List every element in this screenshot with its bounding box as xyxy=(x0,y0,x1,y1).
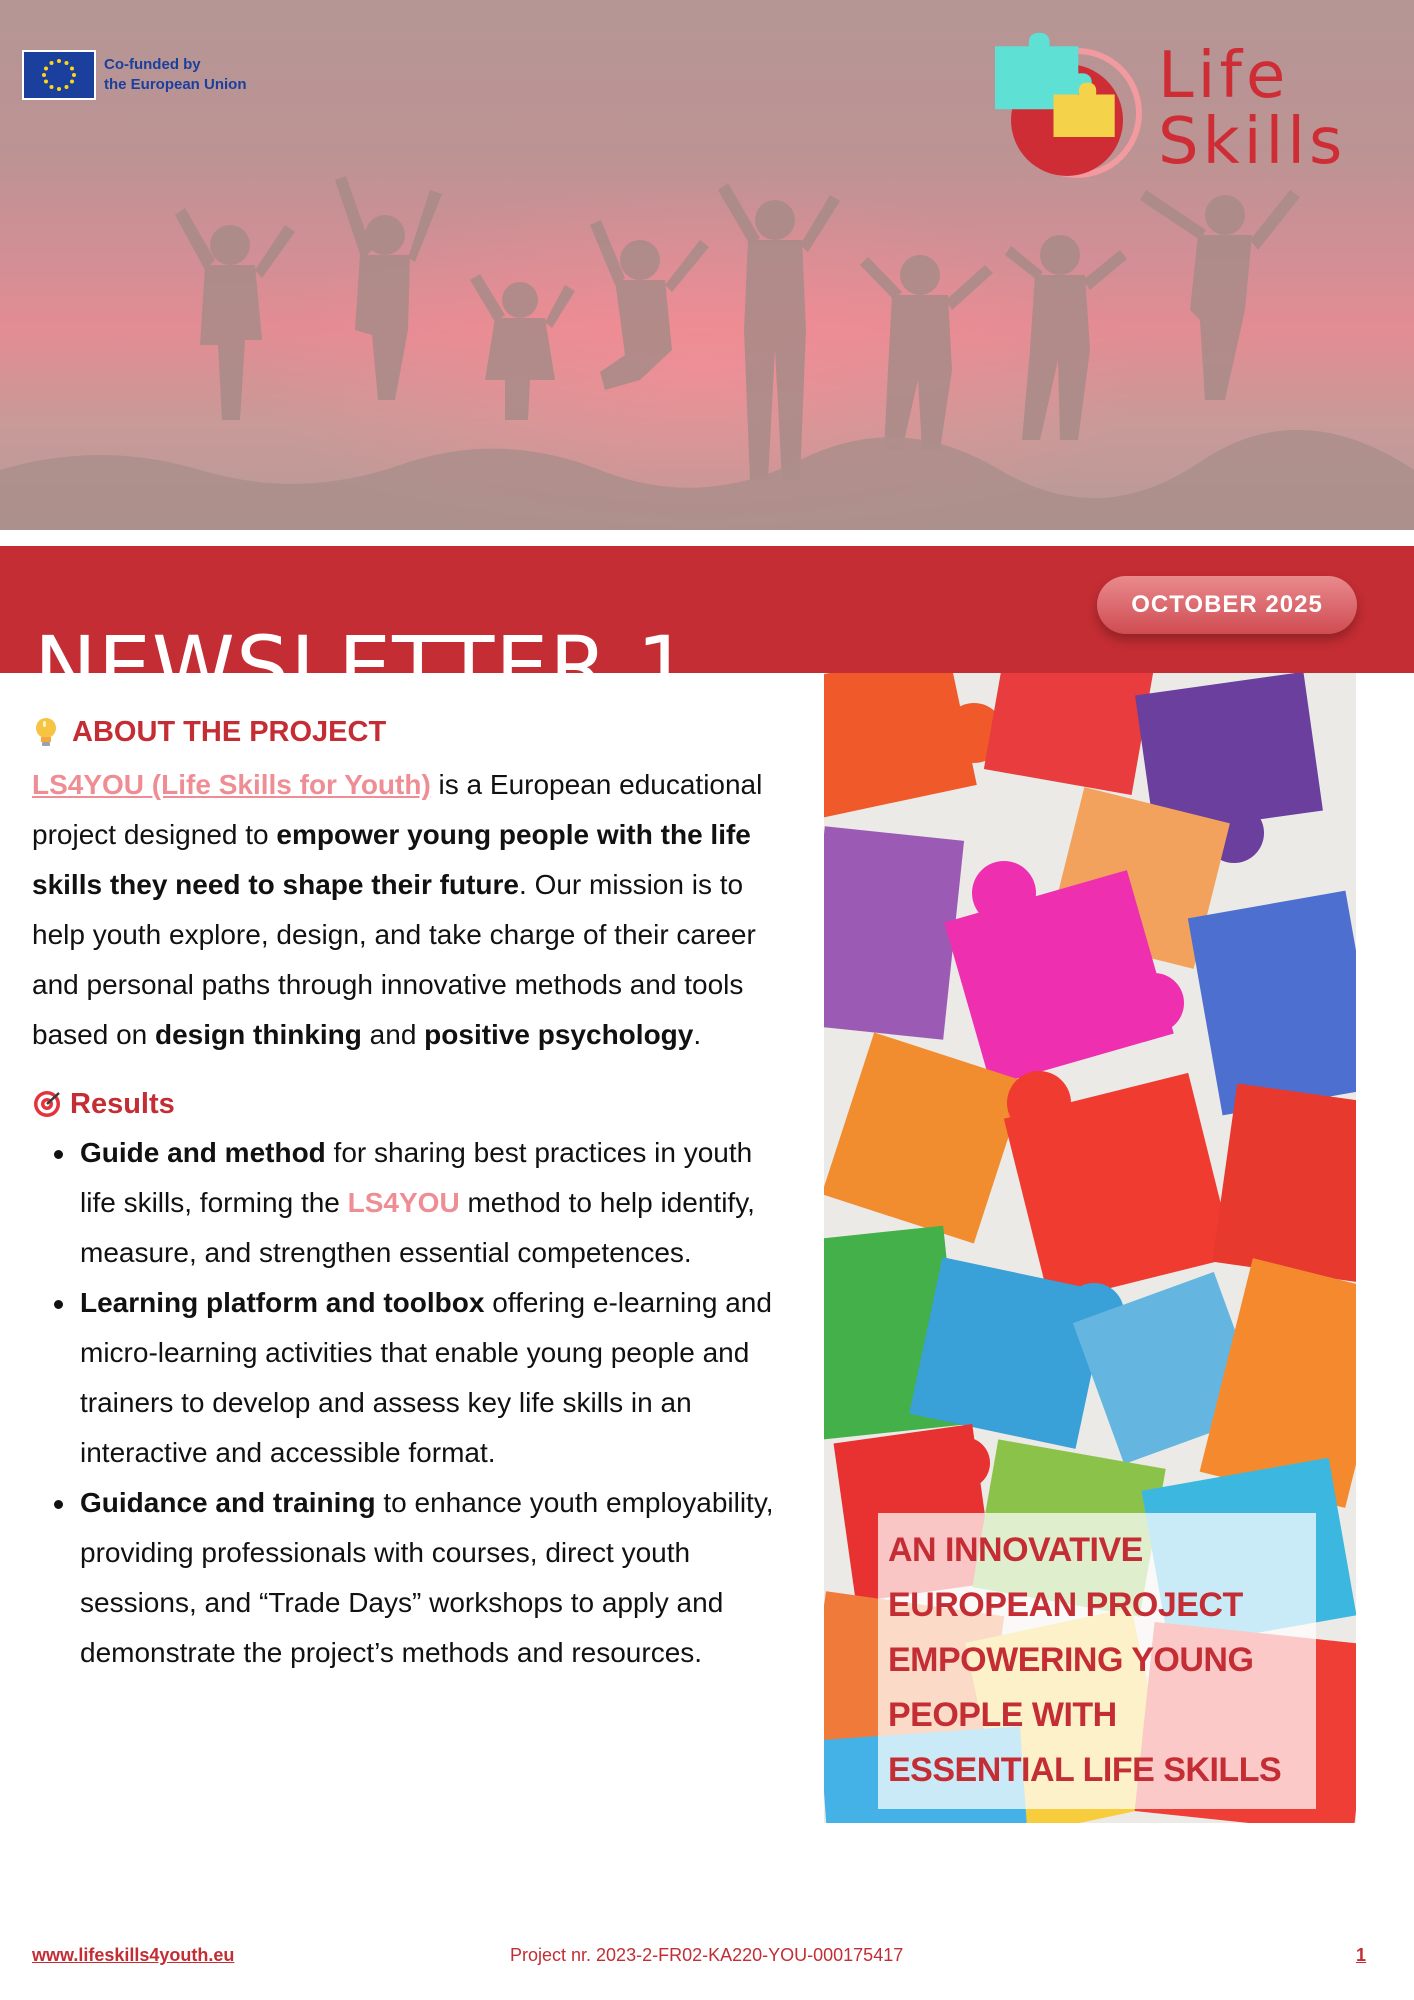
result-item-platform xyxy=(80,1278,792,1478)
main-content-column xyxy=(32,712,792,1678)
about-text-2: . Our mission is to help youth explore, design, and take charge of their career and personal paths through innovative methods and tools based on xyxy=(32,869,756,1050)
about-heading-text: ABOUT THE PROJECT xyxy=(72,716,387,748)
result-item-text: offering e-learning and micro-learning activities that enable young people and trainers to develop and assess key life skills in an interactive and accessible format. xyxy=(80,1287,772,1468)
life-skills-logo xyxy=(982,28,1392,178)
result-item-guidance xyxy=(80,1478,792,1678)
about-text-1: is a European educational project designed to xyxy=(32,769,763,850)
result-item-text: for sharing best practices in youth life skills, forming the xyxy=(80,1137,753,1218)
about-bold-2: design thinking xyxy=(155,1019,362,1050)
page-footer xyxy=(32,1945,1366,1975)
eu-badge-line1: Co-funded by xyxy=(104,56,201,73)
caption-line: EMPOWERING YOUNG xyxy=(888,1641,1254,1679)
target-icon xyxy=(32,1089,62,1119)
result-item-bold: Guide and method xyxy=(80,1137,326,1168)
result-item-guide xyxy=(80,1128,792,1278)
about-paragraph xyxy=(32,760,792,1060)
eu-flag-icon xyxy=(22,50,96,100)
newsletter-title: NEWSLETTER 1 xyxy=(34,618,691,717)
caption-line: AN INNOVATIVE xyxy=(888,1531,1143,1569)
project-link[interactable]: LS4YOU (Life Skills for Youth) xyxy=(32,769,431,800)
about-bold-3: positive psychology xyxy=(424,1019,694,1050)
result-item-text: to enhance youth employability, providing professionals with courses, direct youth sessions, and “Trade Days” workshops to apply and demonstrate the project’s methods and resources. xyxy=(80,1487,774,1668)
results-heading xyxy=(32,1084,792,1124)
eu-badge-text xyxy=(104,55,247,95)
caption-line: PEOPLE WITH xyxy=(888,1696,1117,1734)
logo-word-life: Life xyxy=(1158,39,1290,113)
image-caption-box xyxy=(878,1513,1316,1809)
newsletter-title-bar xyxy=(0,546,1414,717)
about-heading xyxy=(32,712,792,752)
about-text-3: and xyxy=(361,1019,425,1050)
puzzle-pieces-image xyxy=(824,673,1356,1823)
project-number: Project nr. 2023-2-FR02-KA220-YOU-000175417 xyxy=(510,1945,904,1965)
caption-line: EUROPEAN PROJECT xyxy=(888,1586,1243,1624)
eu-cofunded-badge xyxy=(22,50,247,100)
result-item-bold: Learning platform and toolbox xyxy=(80,1287,485,1318)
about-text-4: . xyxy=(693,1019,702,1050)
results-list xyxy=(32,1128,792,1678)
issue-date-badge: OCTOBER 2025 xyxy=(1097,576,1357,634)
results-heading-text: Results xyxy=(70,1088,175,1120)
image-caption xyxy=(888,1523,1318,1798)
website-link[interactable]: www.lifeskills4youth.eu xyxy=(32,1945,235,1965)
eu-badge-line2: the European Union xyxy=(104,76,247,93)
result-item-bold: Guidance and training xyxy=(80,1487,376,1518)
lightbulb-icon xyxy=(32,716,60,748)
ls4you-accent: LS4YOU xyxy=(347,1187,460,1218)
about-bold-1: empower young people with the life skills they need to shape their future xyxy=(32,819,751,900)
page-number: 1 xyxy=(1355,1945,1366,1965)
caption-line: ESSENTIAL LIFE SKILLS xyxy=(888,1751,1282,1789)
result-item-text: method to help identify, measure, and strengthen essential competences. xyxy=(80,1187,755,1268)
hero-banner-image xyxy=(0,0,1414,530)
puzzle-logo-icon xyxy=(982,28,1158,178)
logo-word-skills: Skills xyxy=(1158,105,1347,179)
